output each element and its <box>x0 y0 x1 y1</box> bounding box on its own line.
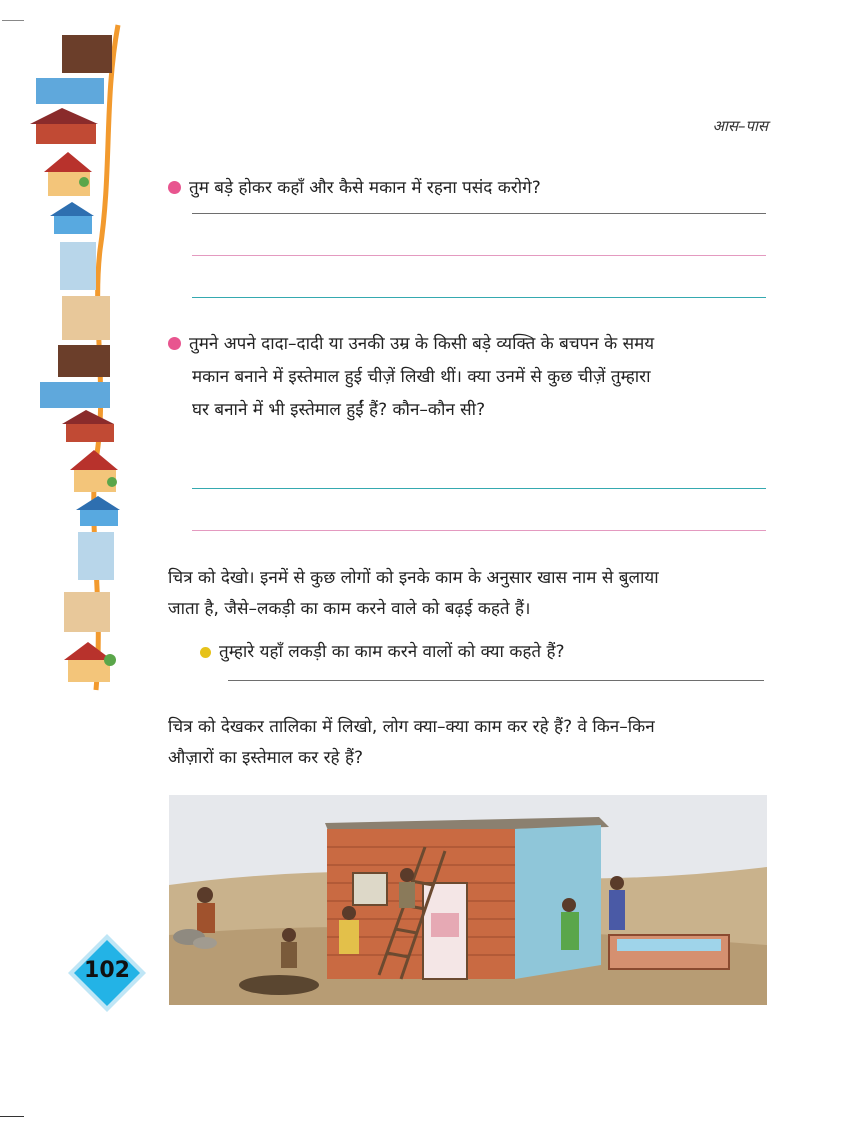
answer-line[interactable] <box>228 680 764 681</box>
question-2 <box>168 328 768 427</box>
instruction-paragraph-1 <box>168 563 768 625</box>
page-number: 102 <box>84 958 130 983</box>
instruction-paragraph-2 <box>168 712 768 774</box>
question-2-line-2: मकान बनाने में इस्तेमाल हुई चीज़ें लिखी थीं। क्या उनमें से कुछ चीज़ें तुम्हारा <box>192 367 651 387</box>
question-2-line-1: तुमने अपने दादा–दादी या उनकी उम्र के किसी बड़े व्यक्ति के बचपन के समय <box>189 334 655 354</box>
section-header: आस–पास <box>712 117 768 135</box>
paragraph-1-line-1: चित्र को देखो। इनमें से कुछ लोगों को इनके काम के अनुसार खास नाम से बुलाया <box>168 568 659 588</box>
sub-question <box>200 636 770 669</box>
page-number-badge <box>66 932 148 1014</box>
answer-line[interactable] <box>192 213 766 214</box>
question-2-line-3: घर बनाने में भी इस्तेमाल हुईं हैं? कौन–कौन सी? <box>192 400 486 420</box>
question-1 <box>168 172 768 205</box>
paragraph-2-line-2: औज़ारों का इस्तेमाल कर रहे हैं? <box>168 748 364 768</box>
answer-line[interactable] <box>192 297 766 298</box>
answer-line[interactable] <box>192 530 766 531</box>
sub-question-text: तुम्हारे यहाँ लकड़ी का काम करने वालों को क्या कहते हैं? <box>219 642 565 662</box>
answer-line[interactable] <box>192 488 766 489</box>
question-1-text: तुम बड़े होकर कहाँ और कैसे मकान में रहना पसंद करोगे? <box>189 178 541 198</box>
spiral-bullet-icon <box>168 337 181 350</box>
construction-scene-illustration <box>169 795 767 1005</box>
paragraph-1-line-2: जाता है, जैसे–लकड़ी का काम करने वाले को बढ़ई कहते हैं। <box>168 599 531 619</box>
corner-tick <box>0 1116 24 1117</box>
leaf-bullet-icon <box>200 647 211 658</box>
buildings-column-illustration <box>0 20 125 700</box>
paragraph-2-line-1: चित्र को देखकर तालिका में लिखो, लोग क्या–क्या काम कर रहे हैं? वे किन–किन <box>168 717 655 737</box>
answer-line[interactable] <box>192 255 766 256</box>
spiral-bullet-icon <box>168 181 181 194</box>
